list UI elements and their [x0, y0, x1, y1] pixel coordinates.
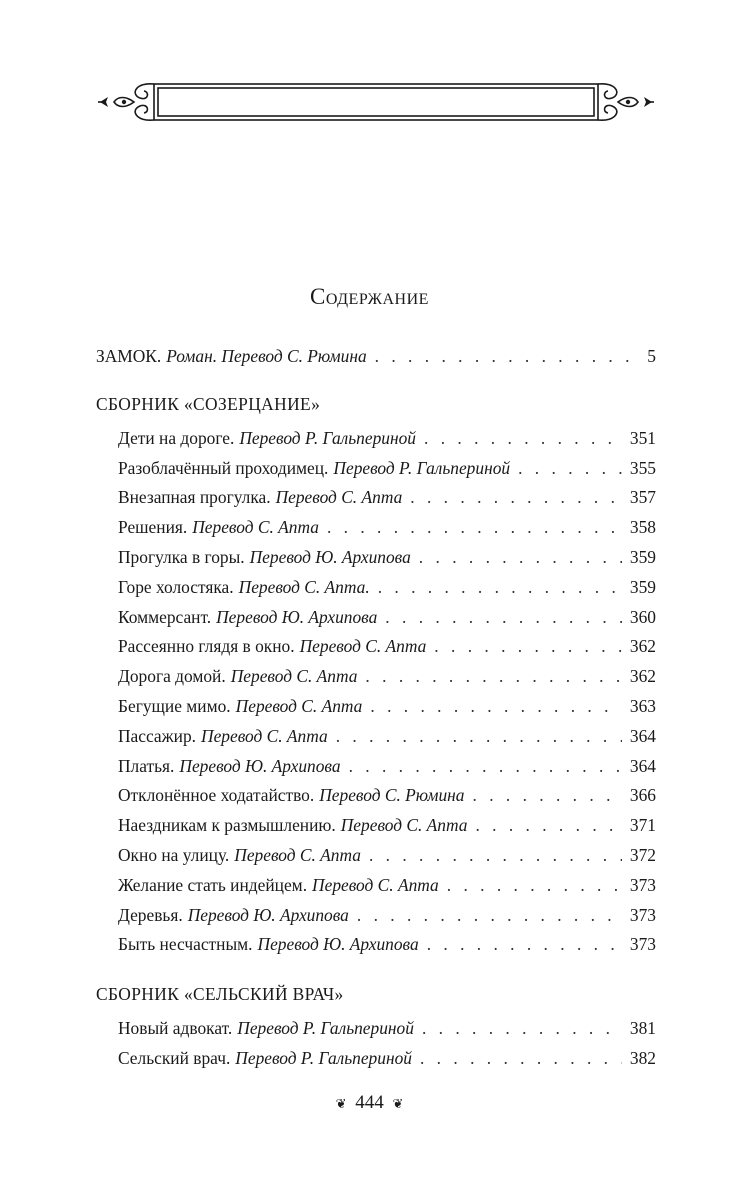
toc-entry[interactable] [96, 662, 656, 692]
entry-title: Разоблачённый проходимец. [118, 457, 329, 478]
entry-title: Решения. [118, 517, 188, 538]
dot-leader [434, 632, 622, 662]
toc-entry[interactable] [96, 454, 656, 484]
entry-page: 382 [629, 1047, 656, 1068]
toc-entry[interactable] [96, 573, 656, 603]
entry-page: 364 [629, 755, 656, 776]
entry-title: Прогулка в горы. [118, 546, 245, 567]
toc-entry[interactable] [96, 901, 656, 931]
entry-description: Перевод С. Апта [299, 636, 427, 657]
entry-description: Перевод Р. Гальпериной [239, 427, 417, 448]
dot-leader [349, 752, 622, 782]
toc-entry[interactable] [96, 1014, 656, 1044]
toc-entry[interactable] [96, 603, 656, 633]
toc-entry[interactable] [96, 752, 656, 782]
entry-title: Сельский врач. [118, 1047, 231, 1068]
entry-description: Перевод Р. Гальпериной [235, 1047, 412, 1068]
entry-title: Быть несчастным. [118, 934, 253, 955]
dot-leader [370, 692, 622, 722]
table-of-contents [96, 342, 656, 1074]
entry-title: Платья. [118, 755, 175, 776]
entry-title: Отклонённое ходатайство. [118, 785, 315, 806]
toc-entry[interactable] [96, 632, 656, 662]
entry-description: Перевод Ю. Архипова [187, 904, 349, 925]
entry-description: Перевод Р. Гальпериной [333, 457, 511, 478]
entry-page: 351 [629, 427, 656, 448]
entry-title: Горе холостяка. [118, 576, 234, 597]
entry-description: Перевод Р. Гальпериной [237, 1018, 414, 1039]
entry-description: Перевод Ю. Архипова [179, 755, 341, 776]
dot-leader [357, 901, 622, 931]
entry-description: Перевод С. Апта [275, 487, 403, 508]
entry-page: 371 [629, 815, 656, 836]
dot-leader [475, 811, 621, 841]
entry-page: 364 [629, 725, 656, 746]
section-heading-selsky-vrach: СБОРНИК «СЕЛЬСКИЙ ВРАЧ» [96, 984, 344, 1005]
entry-description: Перевод С. Апта [192, 517, 319, 538]
dot-leader [375, 342, 640, 372]
entry-page: 381 [629, 1018, 656, 1039]
entry-page: 355 [629, 457, 656, 478]
section-heading-sozercanie: СБОРНИК «СОЗЕРЦАНИЕ» [96, 393, 321, 414]
entry-title: Дорога домой. [118, 666, 226, 687]
entry-description: Роман. Перевод С. Рюмина [166, 346, 367, 366]
entry-title: ЗАМОК. [96, 346, 162, 366]
section-list-selsky-vrach [96, 1014, 656, 1074]
entry-description: Перевод Ю. Архипова [257, 934, 419, 955]
entry-description: Перевод С. Апта [235, 695, 363, 716]
dot-leader [327, 513, 622, 543]
dot-leader [385, 603, 622, 633]
entry-page: 362 [629, 666, 656, 687]
dot-leader [378, 573, 622, 603]
section-list-sozercanie [96, 424, 656, 960]
entry-page: 373 [629, 874, 656, 895]
entry-description: Перевод Ю. Архипова [216, 606, 378, 627]
entry-title: Бегущие мимо. [118, 695, 231, 716]
toc-entry-main[interactable] [96, 342, 656, 372]
page-footer [0, 1092, 739, 1114]
entry-description: Перевод С. Рюмина [319, 785, 465, 806]
entry-title: Коммерсант. [118, 606, 212, 627]
dot-leader [427, 930, 622, 960]
toc-entry[interactable] [96, 722, 656, 752]
entry-title: Пассажир. [118, 725, 197, 746]
entry-title: Наездникам к размышлению. [118, 815, 336, 836]
entry-page: 359 [629, 576, 656, 597]
toc-entry[interactable] [96, 811, 656, 841]
toc-entry[interactable] [96, 543, 656, 573]
entry-page: 373 [629, 904, 656, 925]
entry-description: Перевод С. Апта [312, 874, 439, 895]
page-number: 444 [355, 1092, 384, 1113]
page-title: Содержание [310, 284, 429, 309]
dot-leader [419, 543, 622, 573]
dot-leader [518, 454, 622, 484]
dot-leader [336, 722, 622, 752]
entry-page: 360 [629, 606, 656, 627]
entry-description: Перевод С. Апта [340, 815, 468, 836]
toc-entry[interactable] [96, 1044, 656, 1074]
toc-entry[interactable] [96, 692, 656, 722]
entry-page: 357 [629, 487, 656, 508]
toc-entry[interactable] [96, 424, 656, 454]
dot-leader [410, 483, 622, 513]
dot-leader [369, 841, 622, 871]
entry-description: Перевод С. Апта [234, 844, 361, 865]
entry-page: 5 [647, 346, 656, 366]
entry-title: Окно на улицу. [118, 844, 230, 865]
toc-entry[interactable] [96, 513, 656, 543]
footer-ornament-right-icon: ❦ [392, 1095, 404, 1111]
entry-description: Перевод С. Апта [230, 666, 358, 687]
toc-entry[interactable] [96, 930, 656, 960]
entry-page: 372 [629, 844, 656, 865]
dot-leader [365, 662, 621, 692]
entry-description: Перевод С. Апта. [238, 576, 370, 597]
entry-description: Перевод Ю. Архипова [249, 546, 411, 567]
toc-entry[interactable] [96, 841, 656, 871]
entry-title: Новый адвокат. [118, 1018, 233, 1039]
entry-title: Дети на дороге. [118, 427, 235, 448]
entry-title: Внезапная прогулка. [118, 487, 271, 508]
entry-description: Перевод С. Апта [201, 725, 328, 746]
entry-page: 366 [629, 785, 656, 806]
toc-entry[interactable] [96, 871, 656, 901]
entry-page: 359 [629, 546, 656, 567]
entry-page: 362 [629, 636, 656, 657]
dot-leader [473, 781, 622, 811]
dot-leader [447, 871, 622, 901]
toc-entry[interactable] [96, 483, 656, 513]
entry-title: Желание стать индейцем. [118, 874, 308, 895]
footer-ornament-left-icon: ❦ [335, 1095, 347, 1111]
toc-entry[interactable] [96, 781, 656, 811]
header-ornament [96, 76, 656, 128]
dot-leader [422, 1014, 622, 1044]
entry-page: 363 [629, 695, 656, 716]
dot-leader [420, 1044, 622, 1074]
entry-page: 373 [629, 934, 656, 955]
entry-title: Деревья. [118, 904, 183, 925]
entry-page: 358 [629, 517, 656, 538]
entry-title: Рассеянно глядя в окно. [118, 636, 295, 657]
dot-leader [424, 424, 622, 454]
